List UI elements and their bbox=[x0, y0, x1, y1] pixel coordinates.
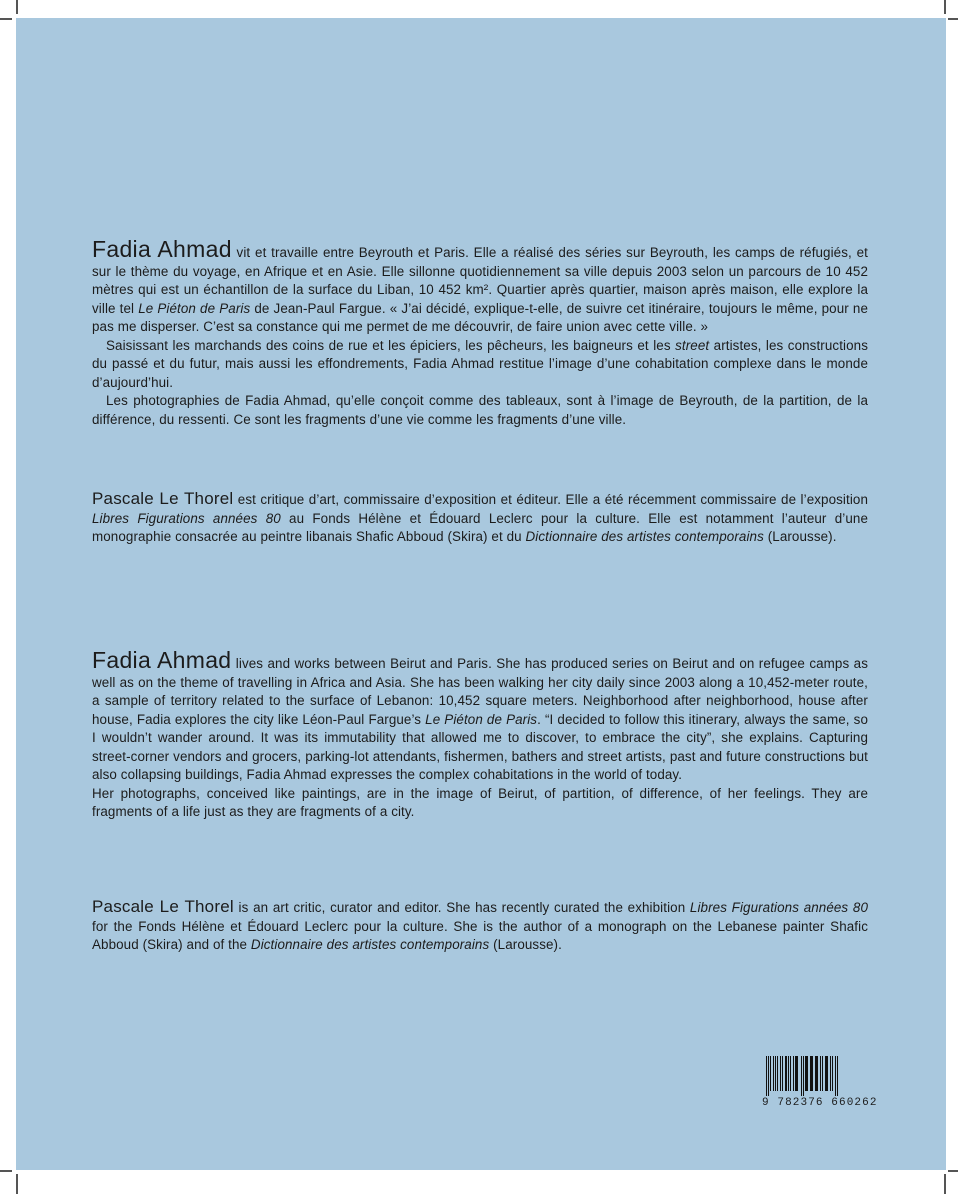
fr-bio-fadia-ahmad bbox=[92, 236, 868, 429]
en-bio2-paragraph: Pascale Le Thorel is an art critic, curator and editor. She has recently curated the exhibition Libres Figurations années 80 for the Fonds Hélène et Édouard Leclerc pour la culture. She is the author of a monograph on the Lebanese painter Shafic Abboud (Skira) and of the Dictionnaire des artistes contemporains (Larousse). bbox=[92, 897, 868, 952]
barcode-bar bbox=[810, 1056, 812, 1091]
crop-mark-bottom-right-v bbox=[944, 1174, 946, 1194]
fr-bio1-paragraph-2: Saisissant les marchands des coins de rue et les épiciers, les pêcheurs, les baigneurs et les street artistes, les constructions du passé et du futur, mais aussi les effondrements, Fadia Ahmad restitue l’image d’une cohabitation complexe dans le monde d’aujourd’hui. bbox=[92, 337, 868, 390]
crop-mark-top-right-h bbox=[948, 18, 958, 20]
barcode-bar bbox=[768, 1056, 769, 1096]
barcode-bar bbox=[777, 1056, 778, 1091]
barcode-bar bbox=[770, 1056, 771, 1091]
crop-mark-top-left-h bbox=[0, 18, 12, 20]
fr-author-name: Fadia Ahmad bbox=[92, 236, 232, 262]
barcode-bar bbox=[830, 1056, 831, 1091]
barcode-bar bbox=[803, 1056, 804, 1096]
fr-bio-pascale-le-thorel bbox=[92, 490, 868, 547]
en-critic-name: Pascale Le Thorel bbox=[92, 897, 234, 916]
en-bio-fadia-ahmad bbox=[92, 647, 868, 822]
crop-mark-top-right-v bbox=[944, 0, 946, 14]
fr-book-title: Le Piéton de Paris bbox=[138, 300, 251, 316]
fr-bio2-paragraph: Pascale Le Thorel est critique d’art, commissaire d’exposition et éditeur. Elle a été récemment commissaire de l’exposition Libres Figurations années 80 au Fonds Hélène et Édouard Leclerc pour la culture. Elle est notamment l’auteur d’une monographie consacrée au peintre libanais Shafic Abboud (Skira) et du Dictionnaire des artistes contemporains (Larousse). bbox=[92, 489, 869, 544]
barcode-bar bbox=[801, 1056, 802, 1096]
barcode-bars bbox=[762, 1056, 870, 1096]
barcode-bar bbox=[782, 1056, 783, 1091]
barcode-bar bbox=[837, 1056, 838, 1096]
en-author-name: Fadia Ahmad bbox=[92, 647, 232, 673]
barcode-bar bbox=[766, 1056, 767, 1096]
barcode-bar bbox=[805, 1056, 807, 1091]
en-bio-pascale-le-thorel bbox=[92, 898, 868, 955]
barcode-bar bbox=[790, 1056, 791, 1091]
barcode-bar bbox=[812, 1056, 813, 1091]
crop-mark-top-left-v bbox=[16, 0, 18, 14]
crop-mark-bottom-right-h bbox=[948, 1170, 958, 1172]
barcode-bar bbox=[775, 1056, 776, 1091]
barcode-bar bbox=[807, 1056, 808, 1091]
barcode-bar bbox=[785, 1056, 787, 1091]
back-cover bbox=[16, 18, 946, 1170]
barcode-bar bbox=[815, 1056, 817, 1091]
barcode-bar bbox=[780, 1056, 781, 1091]
barcode-bar bbox=[835, 1056, 836, 1096]
en-book-title: Le Piéton de Paris bbox=[425, 711, 538, 727]
barcode-bar bbox=[820, 1056, 821, 1091]
barcode-bar bbox=[817, 1056, 818, 1091]
crop-mark-bottom-left-v bbox=[16, 1174, 18, 1194]
barcode-bar bbox=[797, 1056, 798, 1091]
barcode-bar bbox=[773, 1056, 774, 1091]
barcode-bar bbox=[788, 1056, 789, 1091]
isbn-barcode bbox=[762, 1056, 878, 1114]
isbn-number: 9 782376 660262 bbox=[762, 1097, 878, 1109]
fr-critic-name: Pascale Le Thorel bbox=[92, 489, 234, 508]
barcode-bar bbox=[795, 1056, 797, 1091]
barcode-bar bbox=[832, 1056, 833, 1091]
barcode-bar bbox=[822, 1056, 823, 1091]
en-bio1-paragraph-1: Fadia Ahmad lives and works between Beirut and Paris. She has produced series on Beirut and on refugee camps as well as on the theme of travelling in Africa and Asia. She has been walking her city daily since 2003 along a 10,452-meter route, a sample of territory related to the surface of Lebanon: 10,452 square meters. Neighborhood after neighborhood, house after house, Fadia explores the city like Léon-Paul Fargue’s Le Piéton de Paris. “I decided to follow this itinerary, always the same, so I wouldn’t wander around. It was its immutability that allowed me to discover, to embrace the city”, she explains. Capturing street-corner vendors and grocers, parking-lot attendants, fishermen, bathers and street artists, past and future constructions but also collapsing buildings, Fadia Ahmad expresses the complex cohabitations in the world of today. bbox=[92, 647, 868, 782]
barcode-bar bbox=[827, 1056, 828, 1091]
barcode-bar bbox=[793, 1056, 794, 1091]
barcode-bar bbox=[825, 1056, 827, 1091]
crop-mark-bottom-left-h bbox=[0, 1170, 12, 1172]
fr-bio1-paragraph-3: Les photographies de Fadia Ahmad, qu’elle conçoit comme des tableaux, sont à l’image de Beyrouth, de la partition, de la différence, du ressenti. Ce sont les fragments d’une vie comme les fragments d’une ville. bbox=[92, 393, 868, 427]
en-bio1-paragraph-2: Her photographs, conceived like paintings, are in the image of Beirut, of partition, of difference, of her feelings. They are fragments of a life just as they are fragments of a city. bbox=[92, 785, 868, 819]
fr-bio1-paragraph-1: Fadia Ahmad vit et travaille entre Beyrouth et Paris. Elle a réalisé des séries sur Beyrouth, les camps de réfugiés, et sur le thème du voyage, en Afrique et en Asie. Elle sillonne quotidiennement sa ville depuis 2003 selon un parcours de 10 452 mètres qui est un échantillon de la surface du Liban, 10 452 km². Quartier après quartier, maison après maison, elle explore la ville tel Le Piéton de Paris de Jean-Paul Fargue. « J’ai décidé, explique-t-elle, de suivre cet itinéraire, toujours le même, pour ne pas me disperser. C’est sa constance qui me permet de me découvrir, de faire union avec cette ville. » bbox=[92, 236, 868, 334]
